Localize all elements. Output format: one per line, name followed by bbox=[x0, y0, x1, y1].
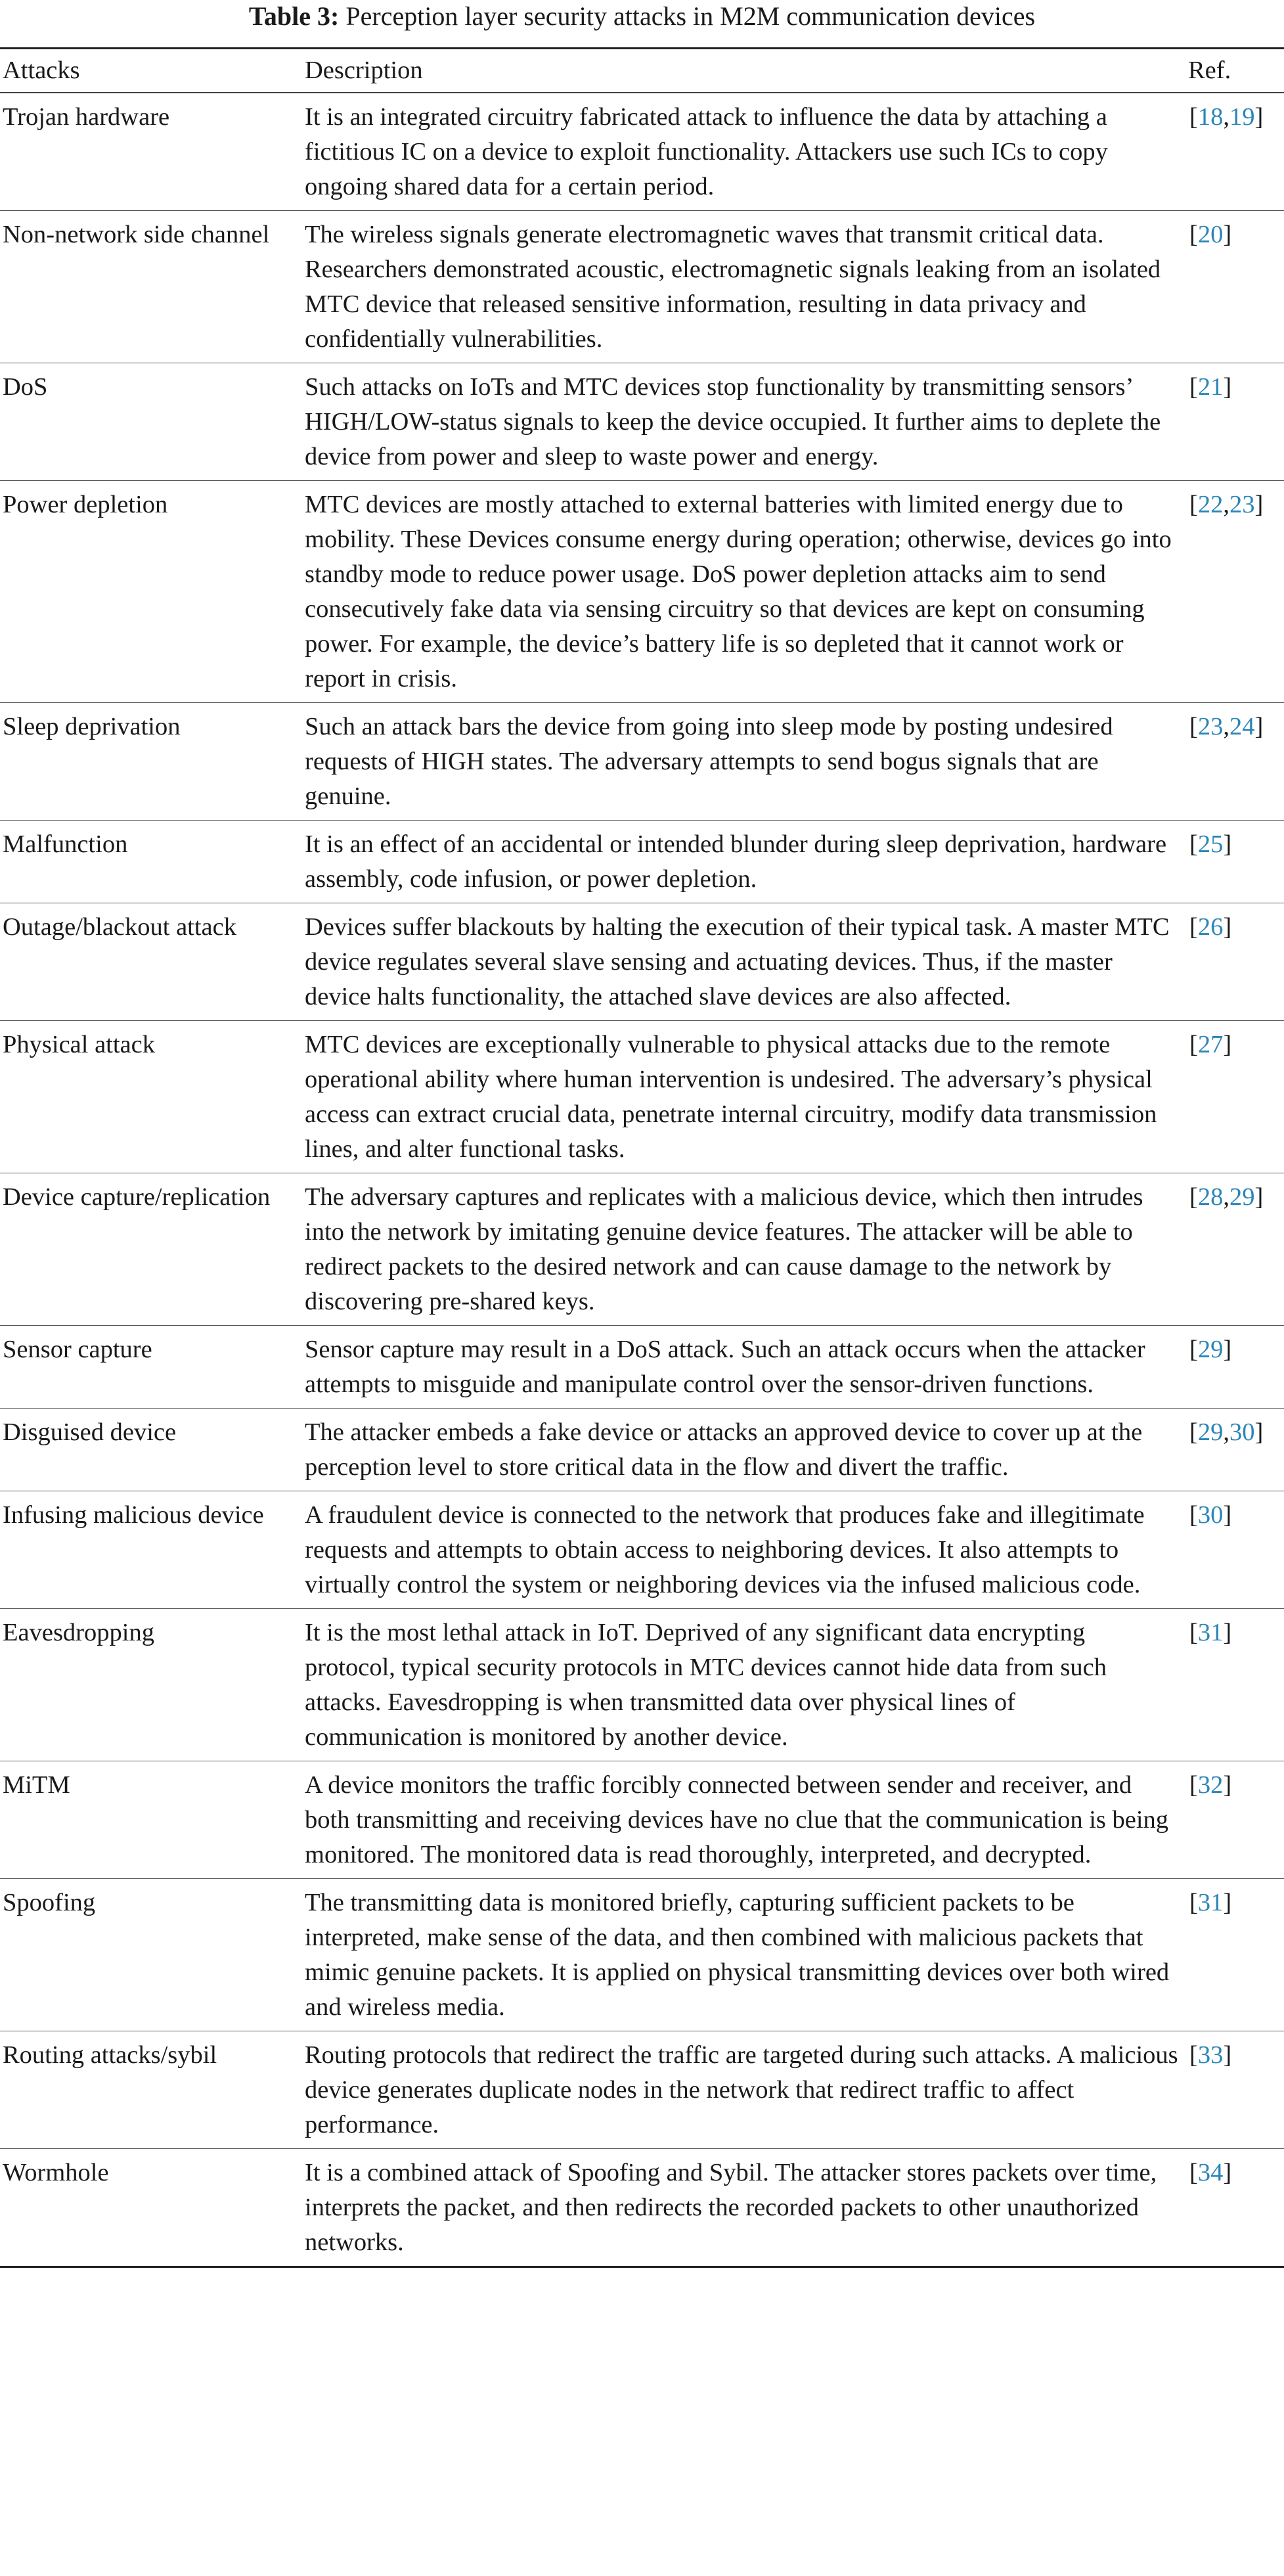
attack-refs: [25] bbox=[1189, 830, 1232, 858]
attack-description: The adversary captures and replicates with a malicious device, which then intrudes into the network by imitating genuine device features. The attacker will be able to redirect packets to the desired network and can cause damage to the network by discovering pre-shared keys. bbox=[305, 1183, 1143, 1315]
caption-label: Table 3: bbox=[248, 1, 340, 31]
attack-name: Disguised device bbox=[3, 1418, 177, 1446]
reference-link[interactable]: 33 bbox=[1197, 2041, 1224, 2069]
table-row bbox=[0, 1409, 1284, 1491]
attack-refs: [28,29] bbox=[1189, 1183, 1264, 1211]
attack-name: Wormhole bbox=[3, 2159, 109, 2186]
attack-description: Such an attack bars the device from going into sleep mode by posting undesired requests of HIGH states. The adversary attempts to send bogus signals that are genuine. bbox=[305, 713, 1113, 810]
attack-name: Sensor capture bbox=[3, 1336, 152, 1363]
reference-link[interactable]: 20 bbox=[1197, 221, 1224, 248]
attack-name: DoS bbox=[3, 373, 48, 401]
table-row bbox=[0, 1021, 1284, 1173]
attack-refs: [18,19] bbox=[1189, 103, 1264, 131]
attack-description: MTC devices are exceptionally vulnerable to physical attacks due to the remote operational ability where human intervention is undesired. The adversary’s physical access can extract crucial data, penetrate internal circuitry, modify data transmission lines, and alter functional tasks. bbox=[305, 1031, 1157, 1163]
attack-refs: [34] bbox=[1189, 2159, 1232, 2186]
reference-link[interactable]: 30 bbox=[1229, 1418, 1255, 1446]
attack-description: It is a combined attack of Spoofing and Sybil. The attacker stores packets over time, interprets the packet, and then redirects the recorded packets to other unauthorized networks. bbox=[305, 2159, 1157, 2256]
table-row bbox=[0, 1491, 1284, 1609]
attack-name: Spoofing bbox=[3, 1889, 96, 1916]
attack-refs: [33] bbox=[1189, 2041, 1232, 2069]
reference-link[interactable]: 29 bbox=[1229, 1183, 1255, 1211]
attack-refs: [29] bbox=[1189, 1336, 1232, 1363]
table-row bbox=[0, 1173, 1284, 1326]
reference-link[interactable]: 18 bbox=[1197, 103, 1224, 131]
attack-name: Eavesdropping bbox=[3, 1619, 154, 1646]
table-row bbox=[0, 1609, 1284, 1761]
reference-link[interactable]: 29 bbox=[1197, 1336, 1224, 1363]
table-row bbox=[0, 903, 1284, 1021]
attack-refs: [23,24] bbox=[1189, 713, 1264, 740]
table-row bbox=[0, 481, 1284, 703]
header-ref: Ref. bbox=[1188, 56, 1231, 84]
attack-description: The attacker embeds a fake device or attacks an approved device to cover up at the perception level to store critical data in the flow and divert the traffic. bbox=[305, 1418, 1143, 1481]
header-attacks: Attacks bbox=[3, 56, 80, 84]
reference-link[interactable]: 31 bbox=[1197, 1619, 1224, 1646]
attack-description: The wireless signals generate electromagnetic waves that transmit critical data. Researchers demonstrated acoustic, electromagnetic signals leaking from an isolated MTC device that released sensitive information, resulting in data privacy and confidentially vulnerabilities. bbox=[305, 221, 1161, 353]
table-row bbox=[0, 1326, 1284, 1409]
table-row bbox=[0, 1879, 1284, 2031]
reference-link[interactable]: 27 bbox=[1197, 1031, 1224, 1058]
reference-link[interactable]: 22 bbox=[1197, 491, 1224, 518]
attack-refs: [26] bbox=[1189, 913, 1232, 941]
table-row bbox=[0, 1761, 1284, 1879]
reference-link[interactable]: 26 bbox=[1197, 913, 1224, 941]
attack-description: It is an effect of an accidental or intended blunder during sleep deprivation, hardware assembly, code infusion, or power depletion. bbox=[305, 830, 1167, 893]
attack-refs: [31] bbox=[1189, 1619, 1232, 1646]
attack-description: A device monitors the traffic forcibly connected between sender and receiver, and both transmitting and receiving devices have no clue that the communication is being monitored. The monitored data is read thoroughly, interpreted, and decrypted. bbox=[305, 1771, 1169, 1868]
table-caption bbox=[0, 0, 1284, 35]
attack-refs: [32] bbox=[1189, 1771, 1232, 1799]
reference-link[interactable]: 29 bbox=[1197, 1418, 1224, 1446]
header-description: Description bbox=[305, 56, 423, 84]
caption-text: Perception layer security attacks in M2M communication devices bbox=[345, 1, 1036, 31]
attack-name: Power depletion bbox=[3, 491, 168, 518]
attacks-table bbox=[0, 47, 1284, 2268]
attack-name: Routing attacks/sybil bbox=[3, 2041, 217, 2069]
table-row bbox=[0, 2031, 1284, 2149]
attack-description: It is an integrated circuitry fabricated attack to influence the data by attaching a fictitious IC on a device to exploit functionality. Attackers use such ICs to copy ongoing shared data for a certain period. bbox=[305, 103, 1108, 200]
table-row bbox=[0, 93, 1284, 211]
reference-link[interactable]: 30 bbox=[1197, 1501, 1224, 1529]
attack-refs: [20] bbox=[1189, 221, 1232, 248]
table-row bbox=[0, 363, 1284, 481]
reference-link[interactable]: 23 bbox=[1197, 713, 1224, 740]
attack-description: It is the most lethal attack in IoT. Deprived of any significant data encrypting protocol, typical security protocols in MTC devices cannot hide data from such attacks. Eavesdropping is when transmitted data over physical lines of communication is monitored by another device. bbox=[305, 1619, 1107, 1751]
reference-link[interactable]: 19 bbox=[1229, 103, 1255, 131]
reference-link[interactable]: 24 bbox=[1229, 713, 1255, 740]
attack-description: A fraudulent device is connected to the network that produces fake and illegitimate requests and attempts to obtain access to neighboring devices. It also attempts to virtually control the system or neighboring devices via the infused malicious code. bbox=[305, 1501, 1145, 1598]
attack-name: Malfunction bbox=[3, 830, 128, 858]
table-row bbox=[0, 211, 1284, 363]
table-body bbox=[0, 93, 1284, 2267]
attack-name: Sleep deprivation bbox=[3, 713, 181, 740]
attack-name: Device capture/replication bbox=[3, 1183, 271, 1211]
attack-name: Trojan hardware bbox=[3, 103, 170, 131]
attack-refs: [22,23] bbox=[1189, 491, 1264, 518]
attack-name: Outage/blackout attack bbox=[3, 913, 236, 941]
attack-description: Routing protocols that redirect the traffic are targeted during such attacks. A malicious device generates duplicate nodes in the network that redirect traffic to affect performance. bbox=[305, 2041, 1178, 2138]
attack-refs: [31] bbox=[1189, 1889, 1232, 1916]
table-row bbox=[0, 821, 1284, 903]
attack-refs: [27] bbox=[1189, 1031, 1232, 1058]
attack-description: The transmitting data is monitored briefly, capturing sufficient packets to be interpreted, make sense of the data, and then combined with malicious packets that mimic genuine packets. It is applied on physical transmitting devices over both wired and wireless media. bbox=[305, 1889, 1170, 2021]
reference-link[interactable]: 21 bbox=[1197, 373, 1224, 401]
attack-description: Such attacks on IoTs and MTC devices stop functionality by transmitting sensors’ HIGH/LOW-status signals to keep the device occupied. It further aims to deplete the device from power and sleep to waste power and energy. bbox=[305, 373, 1161, 470]
reference-link[interactable]: 31 bbox=[1197, 1889, 1224, 1916]
reference-link[interactable]: 34 bbox=[1197, 2159, 1224, 2186]
attack-refs: [29,30] bbox=[1189, 1418, 1264, 1446]
reference-link[interactable]: 23 bbox=[1229, 491, 1255, 518]
attack-refs: [30] bbox=[1189, 1501, 1232, 1529]
attack-name: Physical attack bbox=[3, 1031, 155, 1058]
table-row bbox=[0, 2149, 1284, 2267]
attack-name: Infusing malicious device bbox=[3, 1501, 264, 1529]
attack-description: Sensor capture may result in a DoS attack. Such an attack occurs when the attacker attempts to misguide and manipulate control over the sensor-driven functions. bbox=[305, 1336, 1145, 1398]
table-row bbox=[0, 703, 1284, 821]
attack-description: MTC devices are mostly attached to external batteries with limited energy due to mobility. These Devices consume energy during operation; otherwise, devices go into standby mode to reduce power usage. DoS power depletion attacks aim to send consecutively fake data via sensing circuitry so that devices are kept on consuming power. For example, the device’s battery life is so depleted that it cannot work or report in crisis. bbox=[305, 491, 1172, 692]
reference-link[interactable]: 32 bbox=[1197, 1771, 1224, 1799]
table-header-row bbox=[0, 49, 1284, 93]
attack-name: Non-network side channel bbox=[3, 221, 270, 248]
attack-refs: [21] bbox=[1189, 373, 1232, 401]
reference-link[interactable]: 25 bbox=[1197, 830, 1224, 858]
reference-link[interactable]: 28 bbox=[1197, 1183, 1224, 1211]
attack-name: MiTM bbox=[3, 1771, 70, 1799]
attack-description: Devices suffer blackouts by halting the execution of their typical task. A master MTC device regulates several slave sensing and actuating devices. Thus, if the master device halts functionality, the attached slave devices are also affected. bbox=[305, 913, 1170, 1010]
